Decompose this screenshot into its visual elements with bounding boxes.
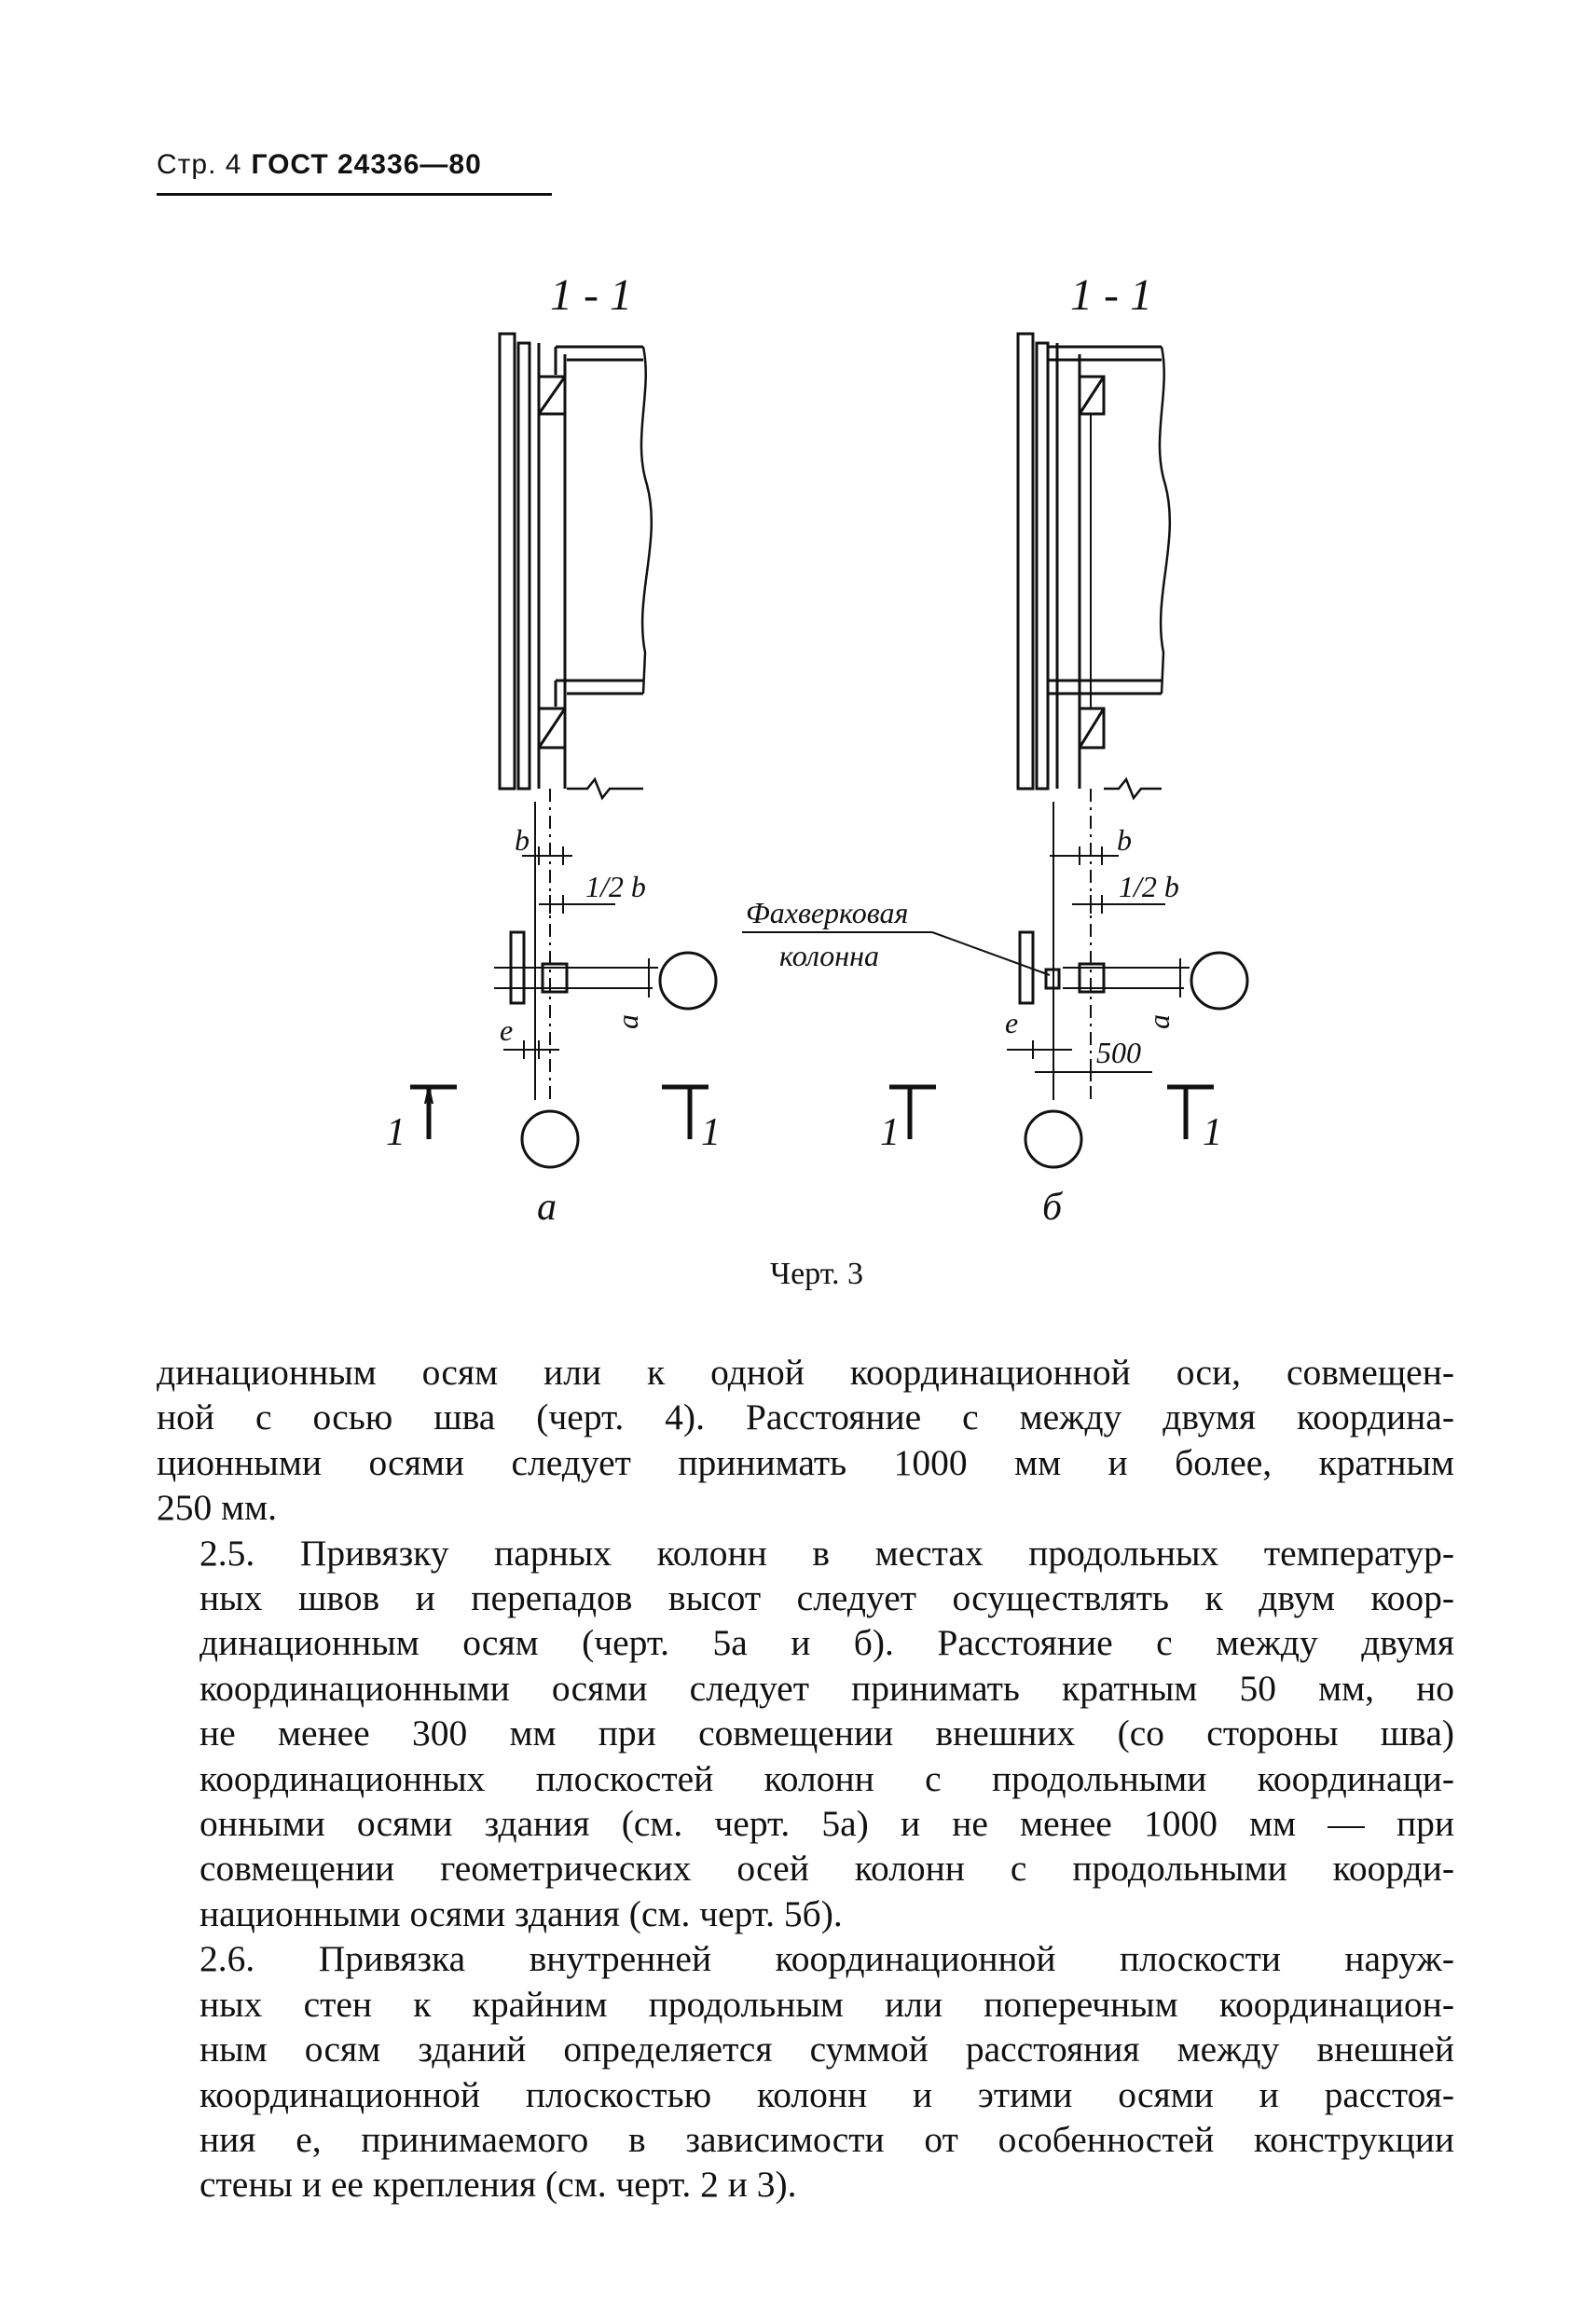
paragraph-1 <box>157 1350 1454 1531</box>
text-line: не менее 300 мм при совмещении внешних (со стороны шва) <box>200 1713 1454 1754</box>
section-mark-left-b: 1 <box>880 1111 900 1154</box>
text-line: 2.5. Привязку парных колонн в местах продольных температур- <box>200 1532 1454 1574</box>
dim-a-a: a <box>611 1014 644 1029</box>
text-line: ным осям зданий определяется суммой расстояния между внешней <box>200 2029 1454 2070</box>
text-line: динационным осям (черт. 5а и б). Расстояние c между двумя <box>200 1622 1454 1664</box>
dim-b-b: b <box>1117 823 1132 857</box>
text-line: ния e, принимаемого в зависимости от особенностей конструкции <box>200 2118 1454 2160</box>
body-text <box>157 1350 1454 2208</box>
text-line: национными осями здания (см. черт. 5б). <box>200 1892 843 1934</box>
dim-500: 500 <box>1096 1036 1141 1069</box>
drawing-a <box>386 270 721 1229</box>
standard-number: ГОСТ 24336—80 <box>251 149 482 180</box>
text-line: координационных плоскостей колонн с продольными координаци- <box>200 1757 1454 1799</box>
wall-inner-a <box>518 343 530 789</box>
text-line: стены и ее крепления (см. черт. 2 и 3). <box>200 2164 797 2206</box>
paragraph-2-6 <box>157 1936 1454 2207</box>
dim-a-b: a <box>1142 1014 1176 1029</box>
text-line: координационной плоскостью колонн и этими осями и расстоя- <box>200 2073 1454 2115</box>
letter-a: а <box>537 1186 557 1229</box>
dim-half-b-b: 1/2 b <box>1119 870 1179 903</box>
text-line: совмещении геометрических осей колонн с продольными коорди- <box>200 1848 1454 1890</box>
callout-line-1: Фахверковая <box>746 896 909 929</box>
section-mark-right-b: 1 <box>1203 1111 1222 1154</box>
dim-half-b-a: 1/2 b <box>585 870 646 903</box>
section-mark-right-a: 1 <box>701 1111 721 1154</box>
dim-e-b: e <box>1005 1006 1019 1039</box>
section-title-b: 1 - 1 <box>1070 270 1152 320</box>
text-line: ных стен к крайним продольным или поперечным координацион- <box>200 1983 1454 2025</box>
text-line: координационными осями следует принимать кратным 50 мм, но <box>200 1667 1454 1709</box>
letter-b: б <box>1042 1186 1063 1229</box>
callout-line-2: колонна <box>779 939 880 972</box>
text-line: онными осями здания (см. черт. 5а) и не менее 1000 мм — при <box>200 1803 1454 1845</box>
text-line: динационным осям или к одной координационной оси, совмещен- <box>157 1352 1454 1393</box>
text-line: ной с осью шва (черт. 4). Расстояние c между двумя координа- <box>157 1396 1454 1438</box>
section-mark-left-a: 1 <box>386 1111 406 1154</box>
section-title-a: 1 - 1 <box>550 270 632 320</box>
wall-panel-a <box>500 334 515 789</box>
text-line: ных швов и перепадов высот следует осуществлять к двум коор- <box>200 1577 1454 1619</box>
dim-b-a: b <box>515 823 530 857</box>
paragraph-2-5 <box>157 1531 1454 1937</box>
dim-e-a: e <box>500 1013 514 1047</box>
text-line: ционными осями следует принимать 1000 мм и более, кратным <box>157 1441 1454 1483</box>
page-number: Стр. 4 <box>157 149 242 180</box>
text-line: 2.6. Привязка внутренней координационной плоскости наруж- <box>200 1938 1454 1980</box>
drawing-b <box>742 270 1247 1229</box>
figure-caption: Черт. 3 <box>769 1257 864 1291</box>
text-line: 250 мм. <box>157 1487 277 1529</box>
